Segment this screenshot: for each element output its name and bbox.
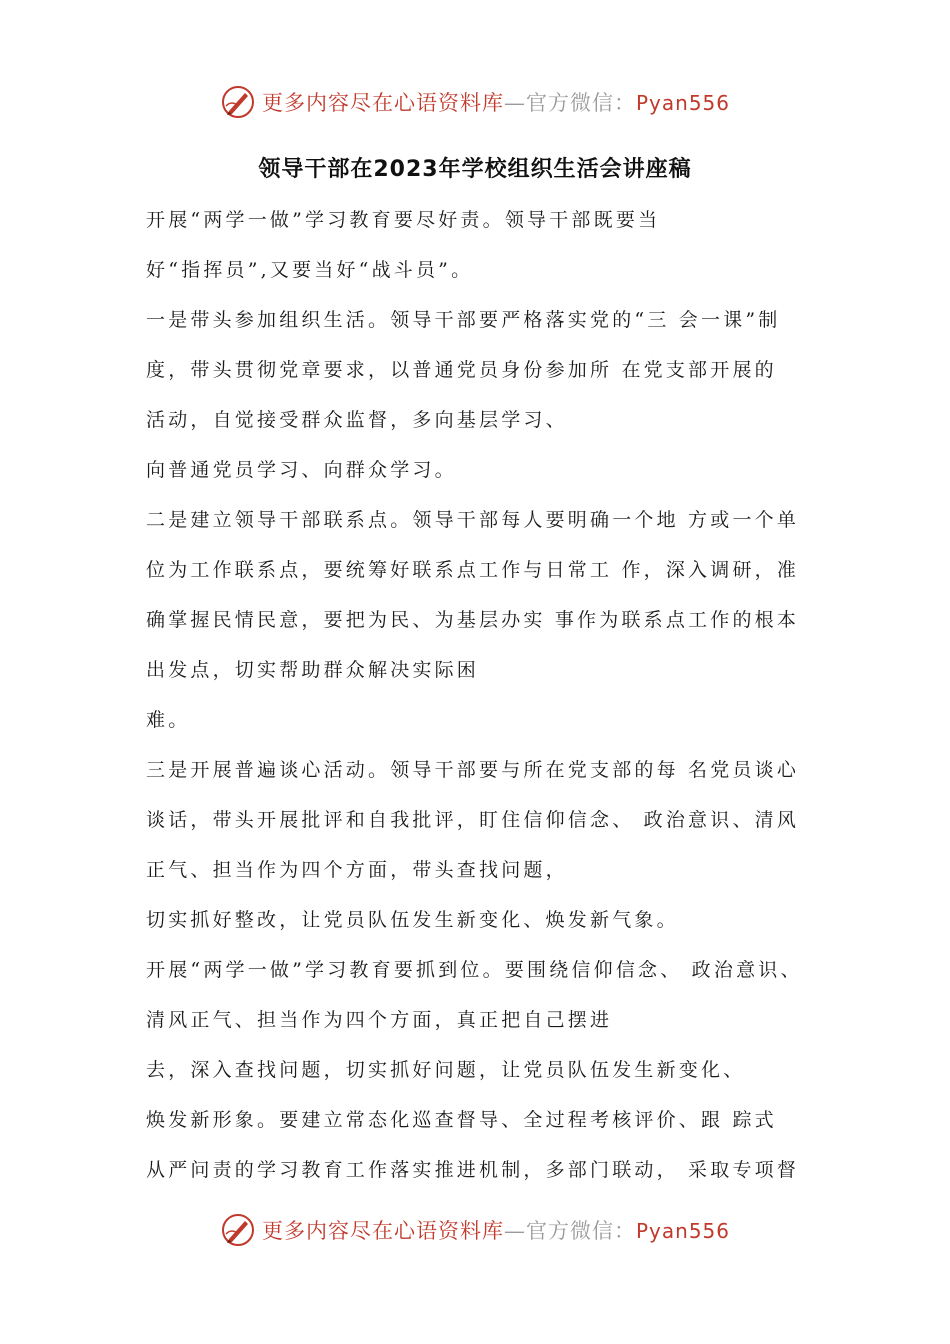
body-line: 三是开展普遍谈心活动。领导干部要与所在党支部的每 名党员谈心 (146, 759, 800, 781)
document-title: 领导干部在2023年学校组织生活会讲座稿 (258, 157, 692, 182)
body-line: 二是建立领导干部联系点。领导干部每人要明确一个地 方或一个单 (146, 509, 800, 531)
watermark-sub-text: —官方微信： (503, 91, 636, 115)
body-line: 好“指挥员”,又要当好“战斗员”。 (146, 259, 474, 281)
body-line: 位为工作联系点，要统筹好联系点工作与日常工 作，深入调研，准 (146, 559, 800, 581)
body-line: 向普通党员学习、向群众学习。 (146, 459, 457, 481)
body-line: 谈话，带头开展批评和自我批评，盯住信仰信念、 政治意识、清风 (146, 809, 800, 831)
watermark-main-text: 更多内容尽在心语资料库 (261, 1219, 504, 1243)
pen-logo-icon (220, 1212, 256, 1248)
watermark-footer (0, 1208, 950, 1252)
body-line: 度，带头贯彻党章要求，以普通党员身份参加所 在党支部开展的 (146, 359, 777, 381)
body-line: 出发点，切实帮助群众解决实际困 (146, 659, 480, 681)
document-body (146, 202, 826, 1202)
watermark-wechat-id: Pyan556 (635, 91, 730, 115)
pen-logo-icon (220, 84, 256, 120)
watermark-text (262, 87, 730, 117)
body-line: 确掌握民情民意，要把为民、为基层办实 事作为联系点工作的根本 (146, 609, 800, 631)
body-line: 正气、担当作为四个方面，带头查找问题， (146, 859, 568, 881)
watermark-header (0, 80, 950, 124)
body-line: 清风正气、担当作为四个方面，真正把自己摆进 (146, 1009, 613, 1031)
watermark-main-text: 更多内容尽在心语资料库 (261, 91, 504, 115)
body-line: 难。 (146, 709, 191, 731)
body-line: 活动，自觉接受群众监督，多向基层学习、 (146, 409, 568, 431)
body-line: 一是带头参加组织生活。领导干部要严格落实党的“三 会一课”制 (146, 309, 781, 331)
body-line: 从严问责的学习教育工作落实推进机制，多部门联动， 采取专项督 (146, 1159, 800, 1181)
watermark-text (262, 1215, 730, 1245)
body-line: 焕发新形象。要建立常态化巡查督导、全过程考核评价、跟 踪式 (146, 1109, 777, 1131)
watermark-sub-text: —官方微信： (503, 1219, 636, 1243)
body-line: 切实抓好整改，让党员队伍发生新变化、焕发新气象。 (146, 909, 679, 931)
body-line: 开展“两学一做”学习教育要抓到位。要围绕信仰信念、 政治意识、 (146, 959, 803, 981)
body-line: 去，深入查找问题，切实抓好问题，让党员队伍发生新变化、 (146, 1059, 746, 1081)
body-line: 开展“两学一做”学习教育要尽好责。领导干部既要当 (146, 209, 661, 231)
watermark-wechat-id: Pyan556 (635, 1219, 730, 1243)
